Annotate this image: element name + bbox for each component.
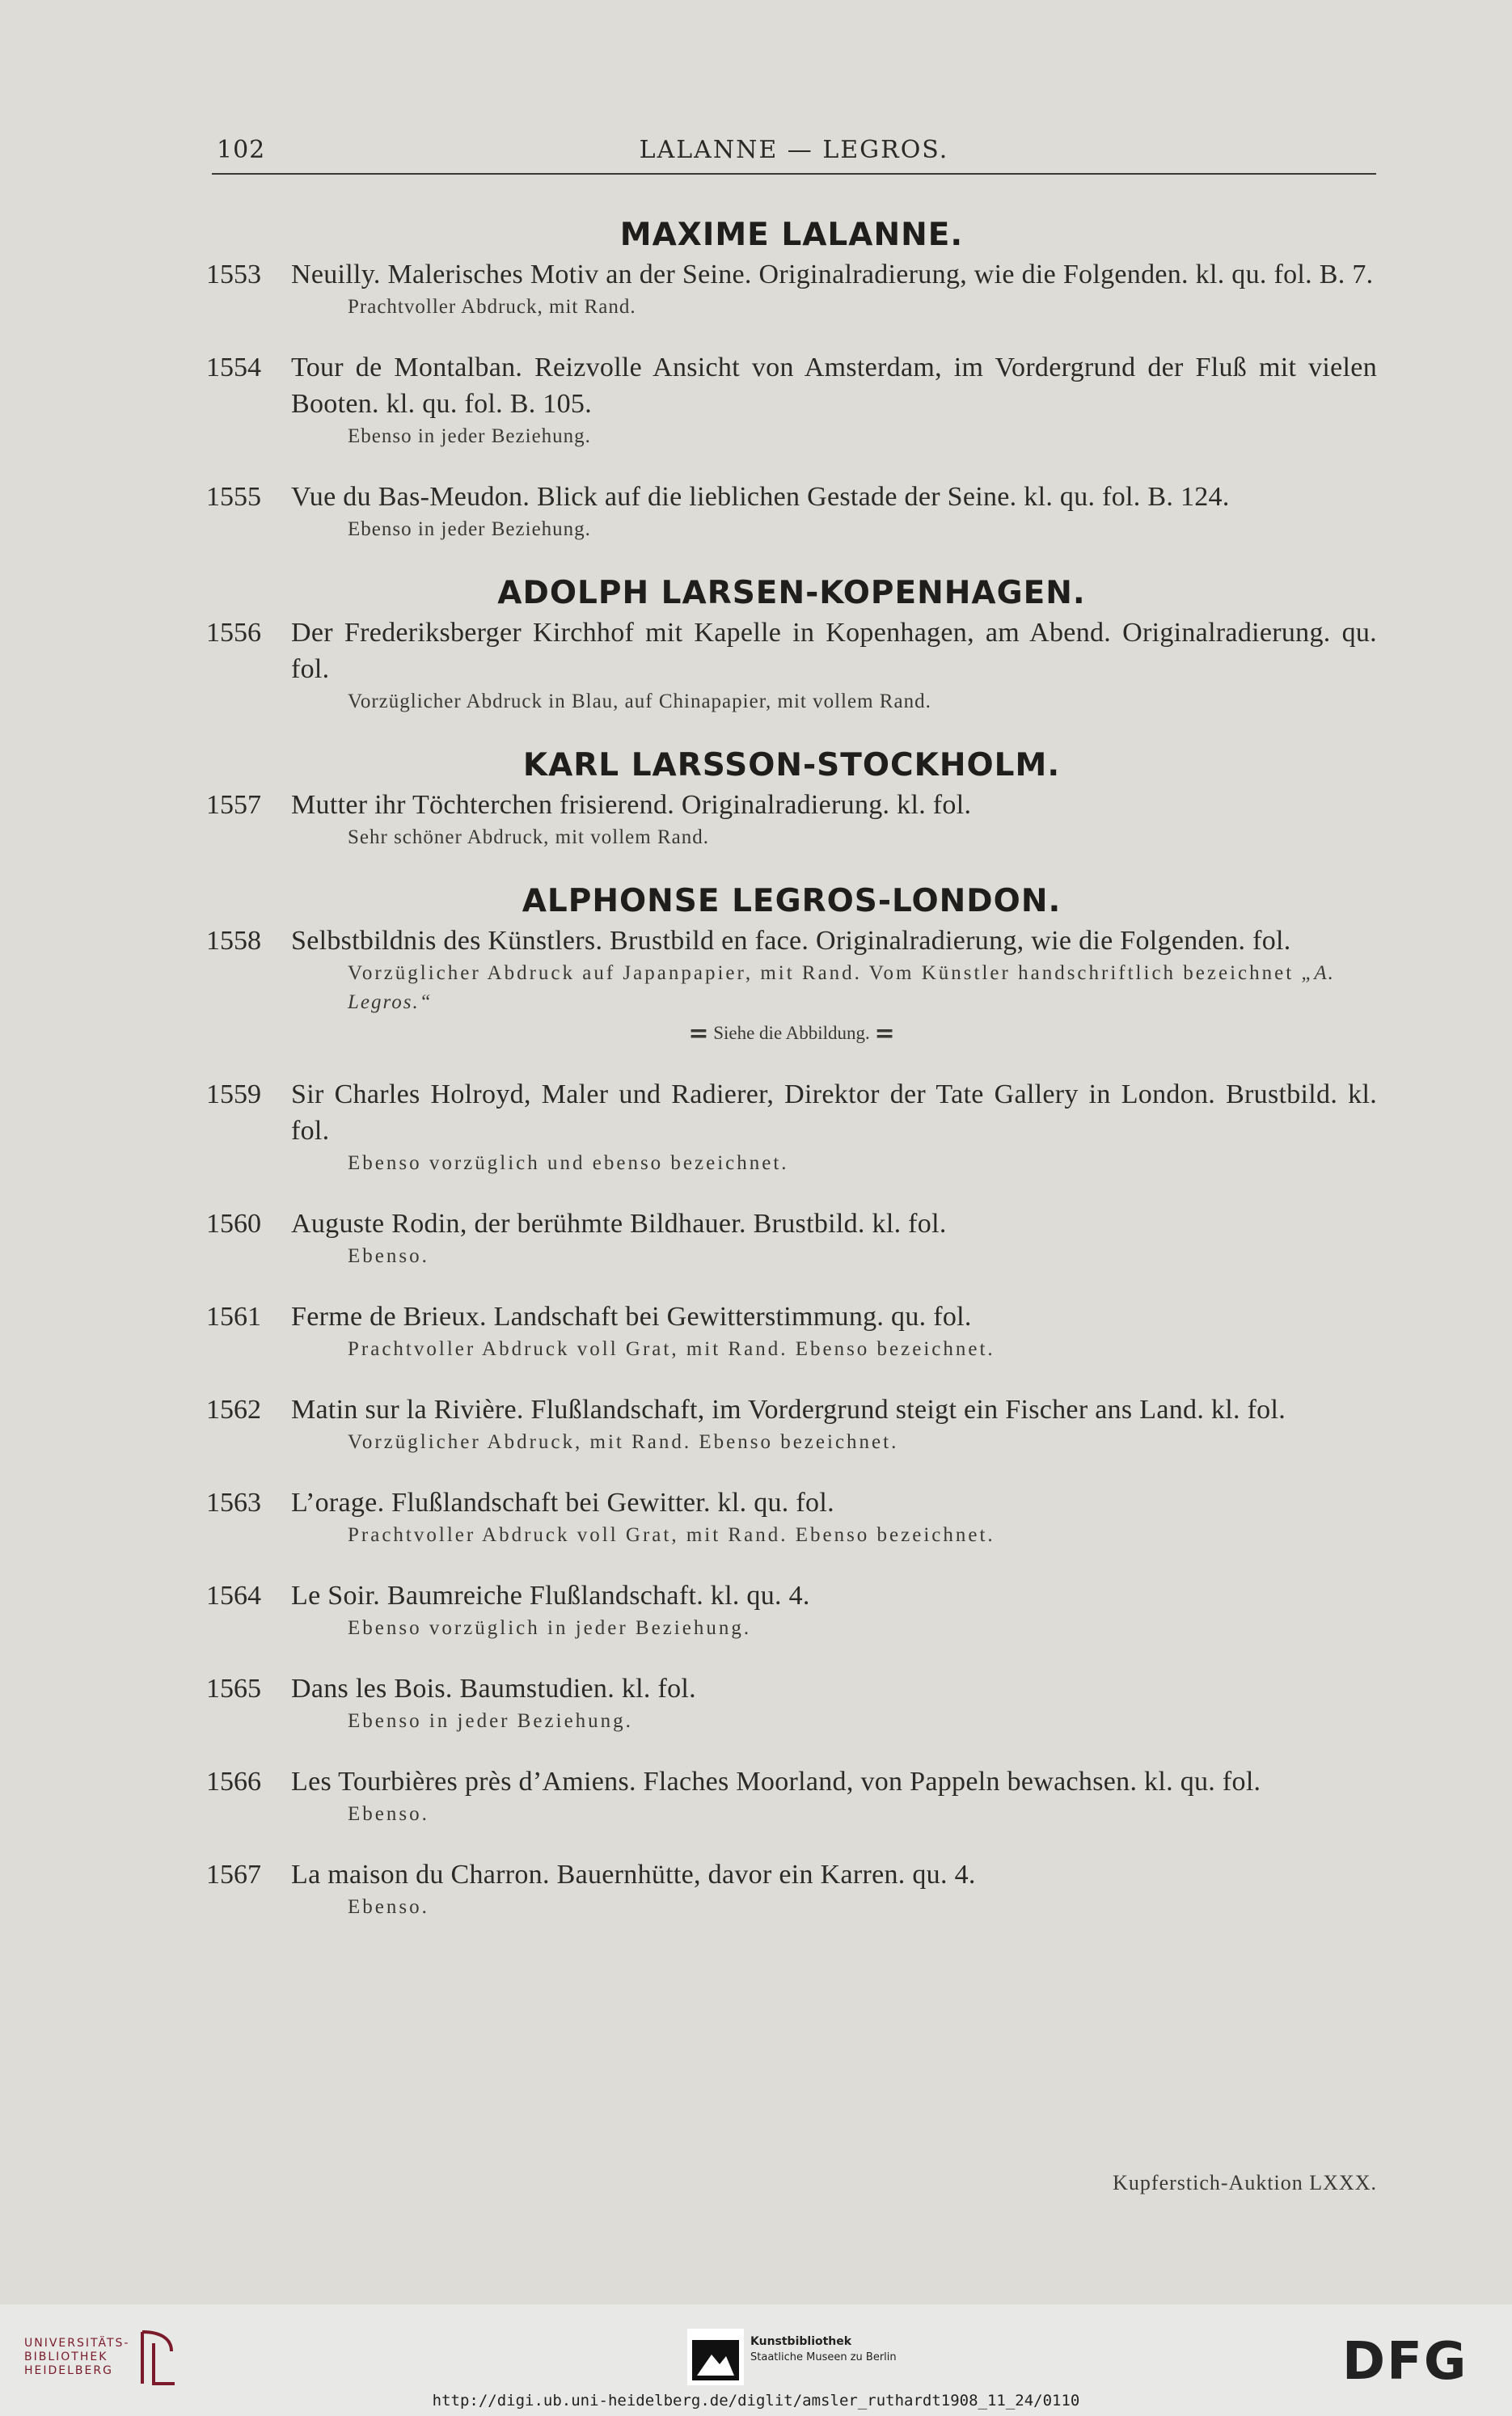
catalog-content [206, 217, 1377, 1949]
double-rule-icon: = [874, 1020, 895, 1048]
entry-note: Vorzüglicher Abdruck, mit Rand. Ebenso bezeichnet. [348, 1431, 899, 1453]
entry-note: Ebenso in jeder Beziehung. [348, 518, 591, 540]
kunstbibliothek-label[interactable] [750, 2335, 897, 2363]
dfg-logo[interactable]: DFG [1342, 2332, 1468, 2392]
entry-number: 1561 [206, 1302, 261, 1332]
catalog-entry [206, 256, 1377, 322]
kunstbibliothek-logo-icon[interactable] [687, 2329, 744, 2385]
section-heading: ADOLPH LARSEN-KOPENHAGEN. [497, 575, 1086, 611]
running-title: LALANNE — LEGROS. [639, 136, 949, 164]
entry-text: Selbstbildnis des Künstlers. Brustbild en face. Originalradierung, wie die Folgenden. fol. [291, 926, 1291, 956]
entry-number: 1553 [206, 260, 261, 289]
catalog-entry [206, 479, 1377, 544]
double-rule-icon: = [688, 1020, 709, 1048]
entry-text: Mutter ihr Töchterchen frisierend. Originalradierung. kl. fol. [291, 790, 972, 820]
entry-note: Vorzüglicher Abdruck in Blau, auf Chinapapier, mit vollem Rand. [348, 691, 931, 712]
entry-note: Sehr schöner Abdruck, mit vollem Rand. [348, 826, 709, 848]
note-text: Vorzüglicher Abdruck auf Japanpapier, mit Rand. Vom Künstler handschriftlich bezeichnet [348, 962, 1294, 984]
signature-text: „A. Legros.“ [348, 962, 1335, 1013]
running-header [212, 131, 1376, 171]
catalog-entry [206, 1392, 1377, 1457]
entry-text: Les Tourbières près d’Amiens. Flaches Moorland, von Pappeln bewachsen. kl. qu. fol. [291, 1767, 1261, 1797]
entry-note: Prachtvoller Abdruck voll Grat, mit Rand. Ebenso bezeichnet. [348, 1524, 995, 1546]
catalog-footer: Kupferstich-Auktion LXXX. [1113, 2171, 1377, 2194]
page-number: 102 [217, 136, 266, 164]
entry-number: 1558 [206, 926, 261, 956]
entry-number: 1562 [206, 1395, 261, 1425]
catalog-entry [206, 349, 1377, 451]
entry-text: Der Frederiksberger Kirchhof mit Kapelle in Kopenhagen, am Abend. Originalradierung. qu. fol. [291, 618, 1377, 684]
source-url[interactable]: http://digi.ub.uni-heidelberg.de/diglit/amsler_ruthardt1908_11_24/0110 [432, 2392, 1080, 2410]
entry-text: Vue du Bas-Meudon. Blick auf die lieblichen Gestade der Seine. kl. qu. fol. B. 124. [291, 482, 1230, 512]
entry-note: Ebenso vorzüglich in jeder Beziehung. [348, 1617, 752, 1639]
entry-text: Dans les Bois. Baumstudien. kl. fol. [291, 1674, 696, 1704]
entry-note: Prachtvoller Abdruck, mit Rand. [348, 296, 636, 318]
entry-note: Prachtvoller Abdruck voll Grat, mit Rand. Ebenso bezeichnet. [348, 1338, 995, 1360]
catalog-entry [206, 1206, 1377, 1271]
section-heading: MAXIME LALANNE. [619, 217, 964, 253]
entry-text: Auguste Rodin, der berühmte Bildhauer. Brustbild. kl. fol. [291, 1209, 947, 1239]
entry-note: Ebenso in jeder Beziehung. [348, 425, 591, 447]
entry-text: La maison du Charron. Bauernhütte, davor ein Karren. qu. 4. [291, 1860, 976, 1890]
entry-number: 1567 [206, 1860, 261, 1890]
entry-text: L’orage. Flußlandschaft bei Gewitter. kl. qu. fol. [291, 1488, 834, 1518]
entry-number: 1554 [206, 353, 261, 382]
entry-number: 1566 [206, 1767, 261, 1797]
catalog-entry [206, 787, 1377, 852]
entry-note: Ebenso vorzüglich und ebenso bezeichnet. [348, 1152, 789, 1174]
entry-note: Ebenso in jeder Beziehung. [348, 1710, 633, 1732]
entry-number: 1560 [206, 1209, 261, 1239]
university-logo-icon[interactable] [136, 2327, 181, 2389]
entry-note: Ebenso. [348, 1245, 429, 1267]
section-heading: ALPHONSE LEGROS-LONDON. [522, 883, 1062, 919]
catalog-entry [206, 1671, 1377, 1736]
catalog-entry [206, 1076, 1377, 1178]
entry-text: Matin sur la Rivière. Flußlandschaft, im Vordergrund steigt ein Fischer ans Land. kl. fol. [291, 1395, 1286, 1425]
entry-text: Neuilly. Malerisches Motiv an der Seine. Originalradierung, wie die Folgenden. kl. qu. fol. B. 7. [291, 260, 1374, 289]
entry-note: Ebenso. [348, 1803, 429, 1825]
catalog-entry [206, 1299, 1377, 1364]
kunstbibliothek-subtitle: Staatliche Museen zu Berlin [750, 2351, 897, 2363]
entry-note: Ebenso. [348, 1896, 429, 1918]
entry-text: Sir Charles Holroyd, Maler und Radierer, Direktor der Tate Gallery in London. Brustbild. kl. fol. [291, 1079, 1377, 1146]
catalog-entry [206, 615, 1377, 716]
catalog-entry [206, 1856, 1377, 1922]
catalog-entry [206, 1578, 1377, 1643]
catalog-entry [206, 1763, 1377, 1829]
see-illustration-text: Siehe die Abbildung. [713, 1023, 870, 1043]
entry-number: 1559 [206, 1079, 261, 1109]
entry-number: 1555 [206, 482, 261, 512]
kunstbibliothek-title: Kunstbibliothek [750, 2335, 852, 2348]
section-heading: KARL LARSSON-STOCKHOLM. [522, 747, 1061, 784]
entry-text: Le Soir. Baumreiche Flußlandschaft. kl. qu. 4. [291, 1581, 810, 1611]
entry-number: 1565 [206, 1674, 261, 1704]
entry-number: 1556 [206, 618, 261, 648]
catalog-entry [206, 923, 1377, 1049]
entry-number: 1564 [206, 1581, 261, 1611]
entry-text: Tour de Montalban. Reizvolle Ansicht von Amsterdam, im Vordergrund der Fluß mit vielen Booten. kl. qu. fol. B. 105. [291, 353, 1377, 419]
entry-note [348, 959, 1377, 1017]
catalog-entry [206, 1485, 1377, 1550]
see-illustration [206, 1019, 1377, 1049]
entry-number: 1563 [206, 1488, 261, 1518]
entry-text: Ferme de Brieux. Landschaft bei Gewitterstimmung. qu. fol. [291, 1302, 972, 1332]
header-rule [212, 173, 1376, 175]
university-library-label[interactable]: UNIVERSITÄTS- BIBLIOTHEK HEIDELBERG [24, 2337, 130, 2377]
entry-number: 1557 [206, 790, 261, 820]
